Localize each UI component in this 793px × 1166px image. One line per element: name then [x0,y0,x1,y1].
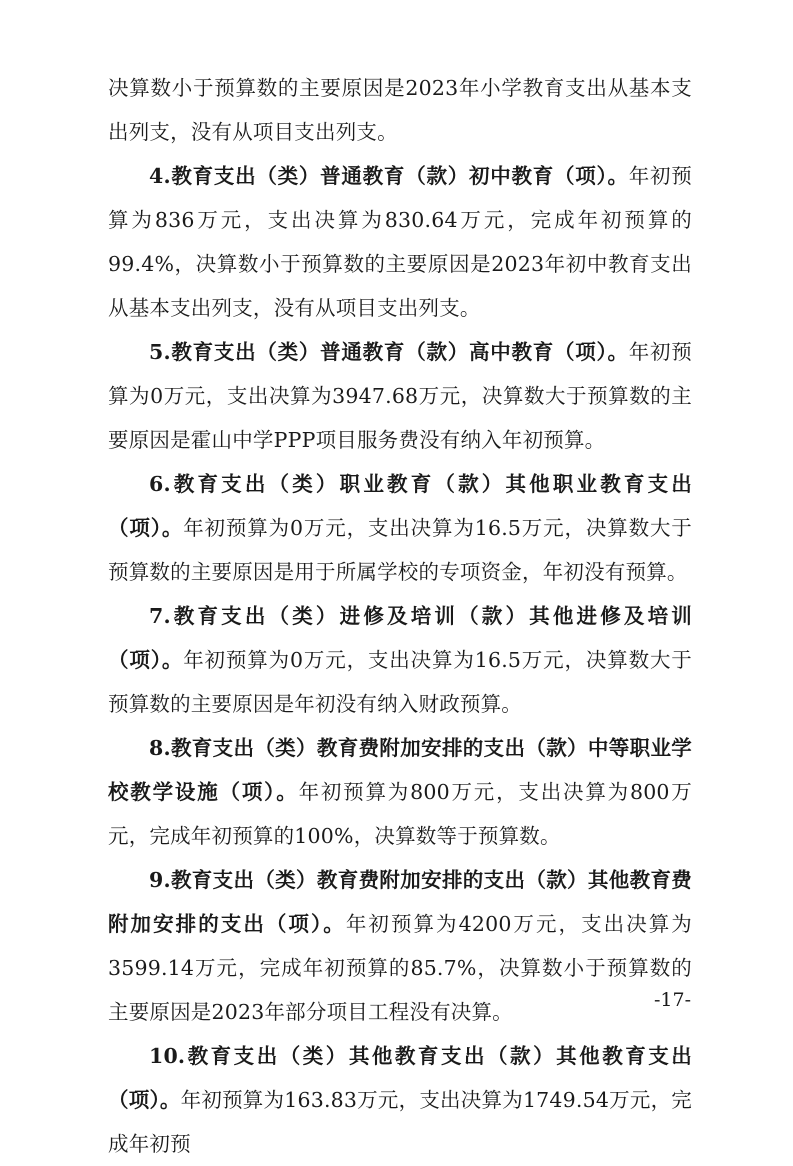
paragraph-7 [108,858,692,1034]
paragraph-3-heading: 5.教育支出（类）普通教育（款）高中教育（项）。 [149,340,629,364]
paragraph-7-heading: 9.教育支出（类）教育费附加安排的支出（款）其他教育费附加安排的支出（项）。 [108,868,692,936]
paragraph-1 [108,66,692,154]
paragraph-3 [108,330,692,462]
paragraph-8-heading: 10.教育支出（类）其他教育支出（款）其他教育支出（项）。 [108,1044,692,1112]
paragraph-8 [108,1034,692,1166]
paragraph-8-text: 年初预算为163.83万元，支出决算为1749.54万元，完成年初预 [108,1088,692,1156]
paragraph-6 [108,726,692,858]
paragraph-1-text: 决算数小于预算数的主要原因是2023年小学教育支出从基本支出列支，没有从项目支出列支。 [108,76,692,144]
paragraph-4 [108,462,692,594]
paragraph-3-text: 年初预算为0万元，支出决算为3947.68万元，决算数大于预算数的主要原因是霍山中学PPP项目服务费没有纳入年初预算。 [108,340,692,452]
paragraph-5 [108,594,692,726]
paragraph-2 [108,154,692,330]
paragraph-5-heading: 7.教育支出（类）进修及培训（款）其他进修及培训（项）。 [108,604,692,672]
paragraph-7-text: 年初预算为4200万元，支出决算为3599.14万元，完成年初预算的85.7%，决算数小于预算数的主要原因是2023年部分项目工程没有决算。 [108,912,693,1024]
page-number: -17- [654,989,692,1011]
body-text [108,66,692,1166]
paragraph-2-heading: 4.教育支出（类）普通教育（款）初中教育（项）。 [149,164,629,188]
paragraph-2-text: 年初预算为836万元，支出决算为830.64万元，完成年初预算的99.4%，决算数小于预算数的主要原因是2023年初中教育支出从基本支出列支，没有从项目支出列支。 [108,164,692,320]
paragraph-4-text: 年初预算为0万元，支出决算为16.5万元，决算数大于预算数的主要原因是用于所属学校的专项资金，年初没有预算。 [108,516,692,584]
paragraph-4-heading: 6.教育支出（类）职业教育（款）其他职业教育支出（项）。 [108,472,692,540]
paragraph-6-heading: 8.教育支出（类）教育费附加安排的支出（款）中等职业学校教学设施（项）。 [108,736,692,804]
paragraph-5-text: 年初预算为0万元，支出决算为16.5万元，决算数大于预算数的主要原因是年初没有纳入财政预算。 [108,648,692,716]
paragraph-6-text: 年初预算为800万元，支出决算为800万元，完成年初预算的100%，决算数等于预算数。 [108,780,692,848]
